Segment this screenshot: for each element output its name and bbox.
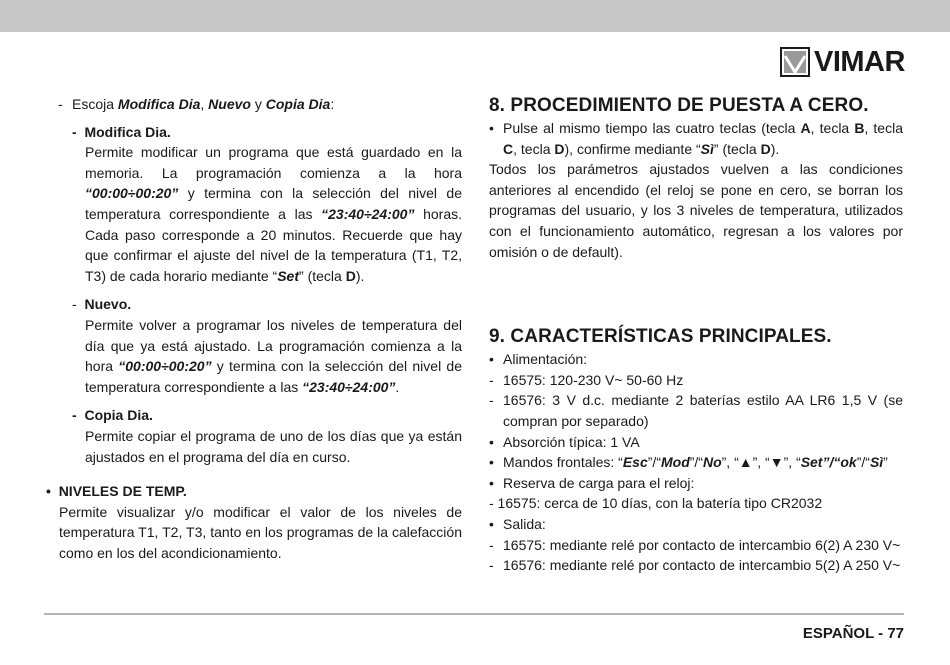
top-bar xyxy=(0,0,950,32)
copia-block xyxy=(72,405,462,467)
section-9-title: 9. CARACTERÍSTICAS PRINCIPALES. xyxy=(489,326,832,348)
down-arrow-icon: ▼ xyxy=(769,454,784,471)
brand-name: VIMAR xyxy=(814,45,905,78)
nuevo-heading: - Nuevo. xyxy=(72,296,132,313)
vimar-emblem-icon xyxy=(780,47,810,77)
modifica-block xyxy=(72,122,462,287)
intro-line xyxy=(58,94,462,115)
footer-divider xyxy=(44,613,904,615)
spec-16576-power: - 16576: 3 V d.c. mediante 2 baterías estilo AA LR6 1,5 V (se compran por separado) xyxy=(489,392,903,429)
niveles-text: Permite visualizar y/o modificar el valor de los niveles de temperatura T1, T2, T3, tanto en los programas de la calefacción como en los del acondicionamiento. xyxy=(59,503,462,561)
spec-mandos: • Mandos frontales: “Esc”/“Mod”/“No”, “▲”, “▼”, “Set”/“ok”/“Sì” xyxy=(489,454,888,471)
nuevo-block xyxy=(72,294,462,397)
spec-absorcion: • Absorción típica: 1 VA xyxy=(489,433,640,450)
vimar-logo xyxy=(780,46,905,78)
right-column xyxy=(489,94,903,576)
copia-heading: - Copia Dia. xyxy=(72,407,153,424)
nuevo-text: Permite volver a programar los niveles de temperatura del día que ya está ajustado. La programación comienza a la hora “00:00÷00:20” y termina con la selección del nivel de temperatura correspondiente a las “23:40÷24:00”. xyxy=(85,316,462,395)
spec-alimentacion: • Alimentación: xyxy=(489,351,588,368)
spec-reserva-value: - 16575: cerca de 10 días, con la batería tipo CR2032 xyxy=(489,495,823,512)
spec-16575-power: - 16575: 120-230 V~ 50-60 Hz xyxy=(489,371,684,388)
modifica-heading: - Modifica Dia. xyxy=(72,123,171,140)
page-footer: ESPAÑOL - 77 xyxy=(802,625,904,642)
spec-reserva: • Reserva de carga para el reloj: xyxy=(489,474,695,491)
niveles-block xyxy=(46,481,462,563)
spec-salida: • Salida: xyxy=(489,515,546,532)
spec-salida-16576: - 16576: mediante relé por contacto de intercambio 5(2) A 250 V~ xyxy=(489,557,901,574)
spec-salida-16575: - 16575: mediante relé por contacto de intercambio 6(2) A 230 V~ xyxy=(489,536,901,553)
section-8-title: 8. PROCEDIMIENTO DE PUESTA A CERO. xyxy=(489,95,869,116)
section-8-bullet: • Pulse al mismo tiempo las cuatro teclas (tecla A, tecla B, tecla C, tecla D), confirme mediante “Sì” (tecla D). xyxy=(489,120,903,157)
section-8-paragraph: Todos los parámetros ajustados vuelven a las condiciones anteriores al encendido (el reloj se pone en cero, se borran los programas del usuario, y los 3 niveles de temperatura, utilizados con el funcionamiento automático, regresan a los valores por omisión o de default). xyxy=(489,161,903,260)
up-arrow-icon: ▲ xyxy=(738,454,753,471)
left-column xyxy=(46,94,462,563)
dash: - xyxy=(58,96,63,112)
niveles-heading: • NIVELES DE TEMP. xyxy=(46,483,187,500)
intro-text: Escoja Modifica Dia, Nuevo y Copia Dia: xyxy=(72,96,335,112)
modifica-text: Permite modificar un programa que está guardado en la memoria. La programación comienza a la hora “00:00÷00:20” y termina con la selección del nivel de temperatura correspondiente a las “23:40÷24:00” horas. Cada paso corresponde a 20 minutos. Recuerde que hay que confirmar el ajuste del nivel de la temperatura (T1, T2, T3) de cada horario mediante “Set” (tecla D). xyxy=(85,144,462,284)
copia-text: Permite copiar el programa de uno de los días que ya están ajustados en el programa del día en curso. xyxy=(85,427,462,465)
